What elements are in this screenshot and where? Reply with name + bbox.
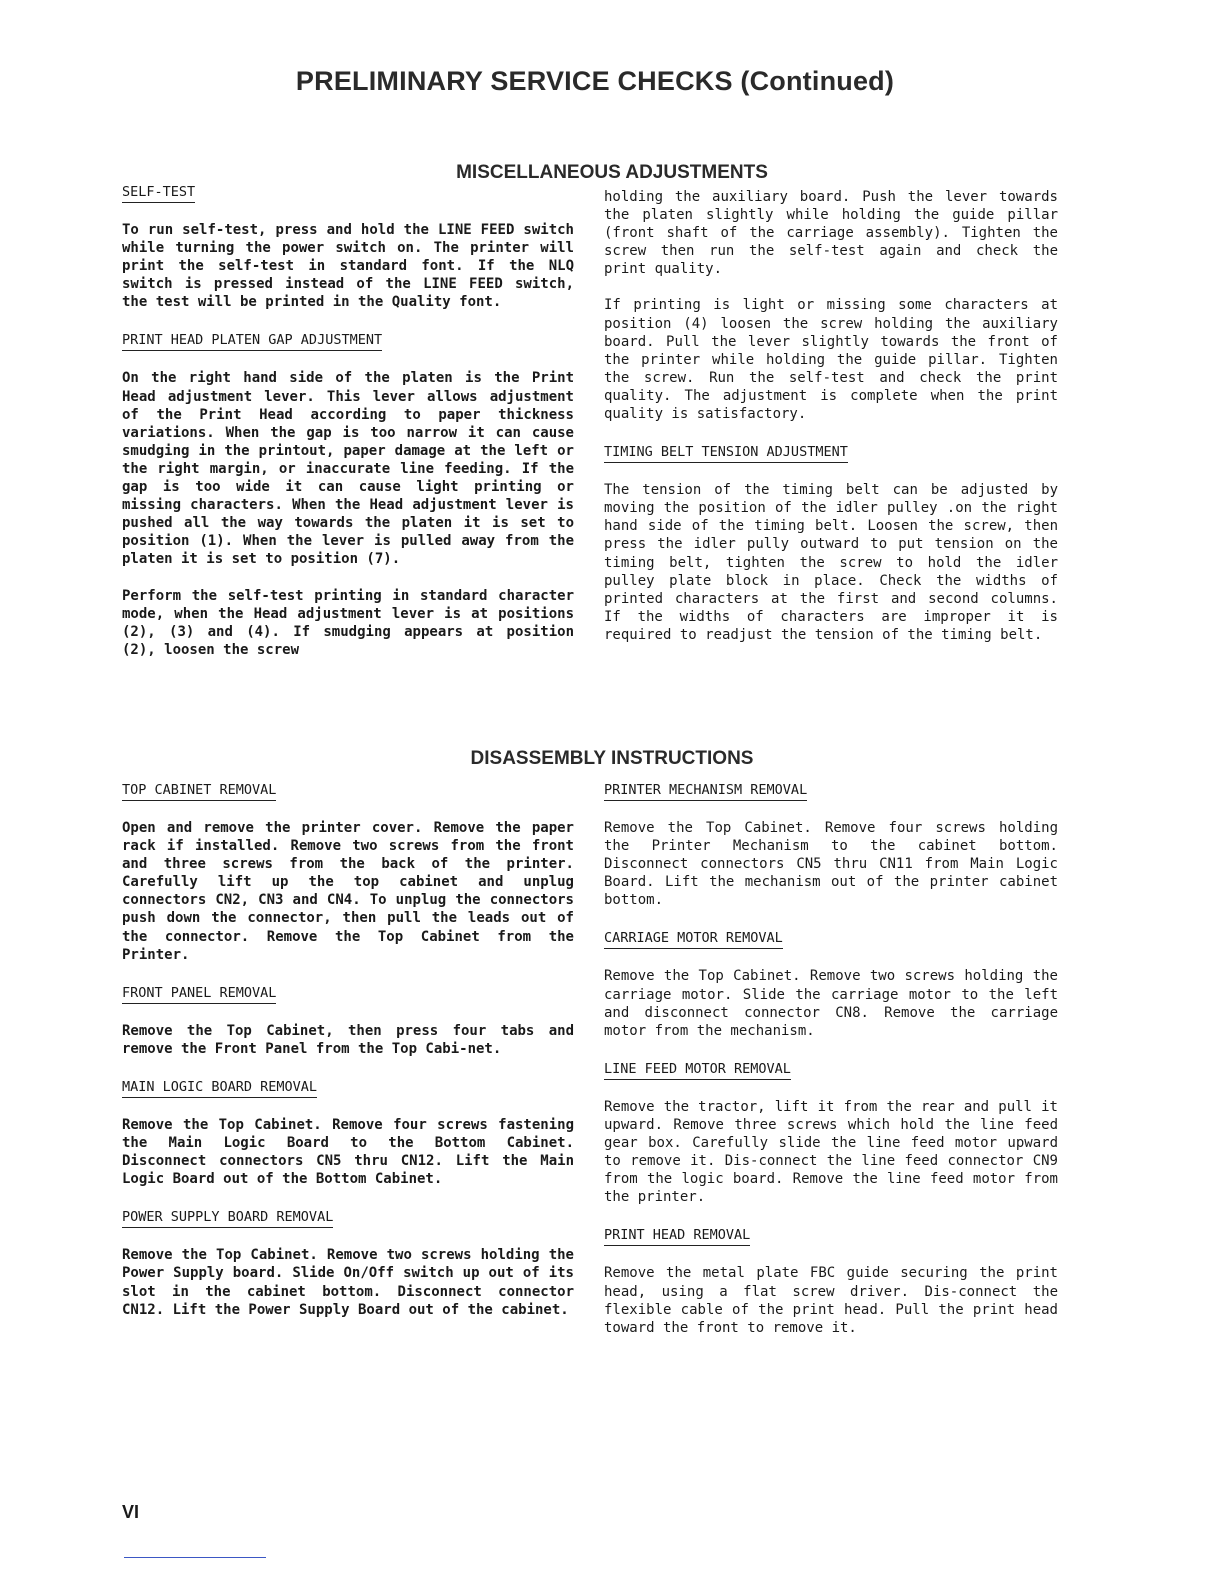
printer-mechanism-text: Remove the Top Cabinet. Remove four screws holding the Printer Mechanism to the cabinet bottom. Disconnect connectors CN5 thru CN11 from Main Logic Board. Lift the mechanism out of the printer cabinet bottom.	[604, 820, 1058, 909]
page-number: VI	[122, 1502, 140, 1522]
main-logic-section	[122, 1076, 574, 1188]
line-feed-motor-section	[604, 1058, 1058, 1207]
self-test-section	[122, 181, 574, 311]
print-head-section	[604, 1224, 1058, 1336]
platen-gap-text-1: On the right hand side of the platen is the Print Head adjustment lever. This lever allows adjustment of the Print Head according to paper thickness variations. When the gap is too narrow it can cause smudging in the printout, paper damage at the left or the right margin, or inaccurate line feeding. If the gap is too wide it can cause light printing or missing characters. When the Head adjustment lever is pushed all the way towards the platen it is set to position (1). When the lever is pulled away from the platen it is set to position (7).	[122, 370, 574, 568]
footer-divider	[124, 1557, 266, 1558]
platen-gap-section	[122, 329, 574, 658]
platen-gap-title: PRINT HEAD PLATEN GAP ADJUSTMENT	[122, 331, 382, 351]
power-supply-text: Remove the Top Cabinet. Remove two screws holding the Power Supply board. Slide On/Off switch up out of its slot in the cabinet bottom. Disconnect connector CN12. Lift the Power Supply Board out of the cabinet.	[122, 1247, 574, 1318]
power-supply-title: POWER SUPPLY BOARD REMOVAL	[122, 1208, 333, 1228]
timing-belt-text: The tension of the timing belt can be adjusted by moving the position of the idler pulley .on the right hand side of the timing belt. Loosen the screw, then press the idler pully outward to put tension on the timing belt, tighten the screw to hold the idler pulley plate block in place. Check the widths of printed characters at the first and second columns. If the widths of characters are improper it is required to readjust the tension of the timing belt.	[604, 482, 1058, 643]
disassembly-right-column	[604, 779, 1058, 1355]
top-cabinet-section	[122, 779, 574, 964]
top-cabinet-text: Open and remove the printer cover. Remove the paper rack if installed. Remove two screws from the front and three screws from the back of the printer. Carefully lift up the top cabinet and unplug connectors CN2, CN3 and CN4. To unplug the connectors push down the connector, then pull the leads out of the connector. Remove the Top Cabinet from the Printer.	[122, 820, 574, 963]
front-panel-text: Remove the Top Cabinet, then press four tabs and remove the Front Panel from the Top Cabi-net.	[122, 1022, 574, 1057]
timing-belt-title: TIMING BELT TENSION ADJUSTMENT	[604, 443, 848, 463]
line-feed-motor-text: Remove the tractor, lift it from the rear and pull it upward. Remove three screws which hold the line feed gear box. Carefully slide the line feed motor upward to remove it. Dis-connect the line feed connector CN9 from the logic board. Remove the line feed motor from the printer.	[604, 1098, 1058, 1206]
misc-adjustments-heading: MISCELLANEOUS ADJUSTMENTS	[456, 162, 768, 183]
front-panel-section	[122, 982, 574, 1058]
carriage-motor-section	[604, 927, 1058, 1039]
page-title: PRELIMINARY SERVICE CHECKS (Continued)	[295, 66, 895, 96]
printer-mechanism-section	[604, 779, 1058, 909]
main-logic-title: MAIN LOGIC BOARD REMOVAL	[122, 1078, 317, 1098]
platen-gap-text-2: Perform the self-test printing in standard character mode, when the Head adjustment lever is at positions (2), (3) and (4). If smudging appears at position (2), loosen the screw	[122, 587, 574, 658]
platen-gap-text-3: holding the auxiliary board. Push the lever towards the platen slightly while holding the guide pillar (front shaft of the carriage assembly). Tighten the screw then run the self-test again and check the print quality.	[604, 189, 1058, 278]
front-panel-title: FRONT PANEL REMOVAL	[122, 984, 276, 1004]
disassembly-left-column	[122, 779, 574, 1337]
self-test-title: SELF-TEST	[122, 183, 195, 203]
timing-belt-section	[604, 441, 1058, 644]
power-supply-section	[122, 1206, 574, 1318]
line-feed-motor-title: LINE FEED MOTOR REMOVAL	[604, 1060, 791, 1080]
carriage-motor-title: CARRIAGE MOTOR REMOVAL	[604, 929, 783, 949]
platen-gap-text-4: If printing is light or missing some characters at position (4) loosen the screw holding the auxiliary board. Pull the lever slightly towards the front of the printer while holding the guide pillar. Tighten the screw. Run the self-test and check the print quality. The adjustment is complete when the print quality is satisfactory.	[604, 297, 1058, 423]
print-head-title: PRINT HEAD REMOVAL	[604, 1226, 750, 1246]
misc-left-column	[122, 181, 574, 677]
disassembly-heading: DISASSEMBLY INSTRUCTIONS	[470, 748, 754, 769]
self-test-text: To run self-test, press and hold the LINE FEED switch while turning the power switch on. The printer will print the self-test in standard font. If the NLQ switch is pressed instead of the LINE FEED switch, the test will be printed in the Quality font.	[122, 222, 574, 311]
print-head-text: Remove the metal plate FBC guide securing the print head, using a flat screw driver. Dis-connect the flexible cable of the print head. Pull the print head toward the front to remove it.	[604, 1265, 1058, 1336]
misc-right-column	[604, 188, 1058, 662]
top-cabinet-title: TOP CABINET REMOVAL	[122, 781, 276, 801]
carriage-motor-text: Remove the Top Cabinet. Remove two screws holding the carriage motor. Slide the carriage motor to the left and disconnect connector CN8. Remove the carriage motor from the mechanism.	[604, 968, 1058, 1039]
main-logic-text: Remove the Top Cabinet. Remove four screws fastening the Main Logic Board to the Bottom Cabinet. Disconnect connectors CN5 thru CN12. Lift the Main Logic Board out of the Bottom Cabinet.	[122, 1116, 574, 1188]
printer-mechanism-title: PRINTER MECHANISM REMOVAL	[604, 781, 807, 801]
